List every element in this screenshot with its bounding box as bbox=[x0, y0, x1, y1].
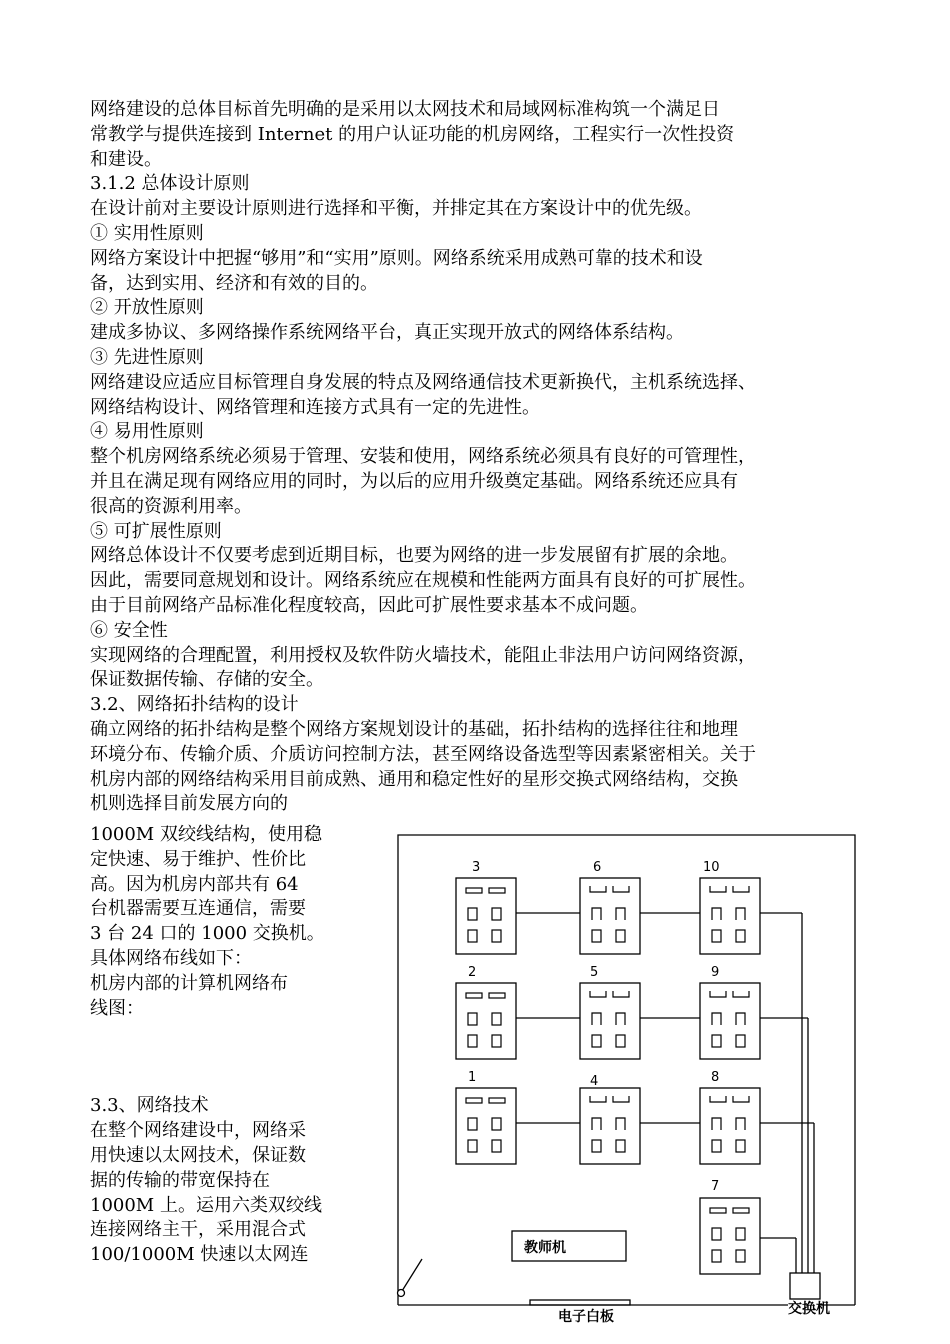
text-line: 机则选择目前发展方向的 bbox=[90, 793, 288, 815]
text-line: 在设计前对主要设计原则进行选择和平衡，并排定其在方案设计中的优先级。 bbox=[90, 198, 702, 220]
text-line: 环境分布、传输介质、介质访问控制方法，甚至网络设备选型等因素紧密相关。关于 bbox=[90, 743, 756, 765]
text-line: 和建设。 bbox=[90, 148, 162, 170]
pc-symbol bbox=[736, 1013, 745, 1025]
monitor-symbol bbox=[710, 886, 726, 892]
text-line: 网络总体设计不仅要考虑到近期目标，也要为网络的进一步发展留有扩展的余地。 bbox=[90, 545, 738, 567]
text-line: 100/1000M 快速以太网连 bbox=[90, 1244, 309, 1266]
pc-symbol bbox=[616, 1118, 625, 1130]
computer-group-box bbox=[456, 878, 516, 954]
pc-symbol bbox=[492, 908, 501, 920]
principle-heading: ③ 先进性原则 bbox=[90, 346, 204, 368]
pc-symbol bbox=[712, 1013, 721, 1025]
pc-symbol bbox=[468, 1140, 477, 1152]
pc-symbol bbox=[592, 930, 601, 942]
section-heading: 3.2、网络拓扑结构的设计 bbox=[90, 694, 299, 716]
network-wiring-diagram bbox=[390, 833, 860, 1344]
pc-symbol bbox=[592, 1118, 601, 1130]
group-label-2: 2 bbox=[468, 965, 477, 980]
group-label-6: 6 bbox=[593, 860, 602, 875]
pc-symbol bbox=[492, 1140, 501, 1152]
text-line: 定快速、易于维护、性价比 bbox=[90, 848, 306, 870]
text-line: 网络建设应适应目标管理自身发展的特点及网络通信技术更新换代，主机系统选择、 bbox=[90, 371, 756, 393]
text-line: 机房内部的网络结构采用目前成熟、通用和稳定性好的星形交换式网络结构，交换 bbox=[90, 768, 738, 790]
whiteboard-bar bbox=[530, 1300, 630, 1305]
pc-symbol bbox=[712, 908, 721, 920]
text-line: 连接网络主干，采用混合式 bbox=[90, 1219, 306, 1241]
wiring-diagram-svg bbox=[390, 833, 860, 1344]
computer-group-box bbox=[700, 878, 760, 954]
text-line: 线图： bbox=[90, 997, 144, 1019]
text-line: 用快速以太网技术，保证数 bbox=[90, 1144, 306, 1166]
text-line: 建成多协议、多网络操作系统网络平台，真正实现开放式的网络体系结构。 bbox=[90, 322, 684, 344]
text-line: 很高的资源利用率。 bbox=[90, 495, 252, 517]
pc-symbol bbox=[736, 908, 745, 920]
pc-symbol bbox=[492, 930, 501, 942]
text-line: 备，达到实用、经济和有效的目的。 bbox=[90, 272, 378, 294]
pc-symbol bbox=[712, 930, 721, 942]
text-line: 台机器需要互连通信，需要 bbox=[90, 898, 306, 920]
computer-group-box bbox=[700, 1088, 760, 1164]
group-label-5: 5 bbox=[590, 965, 599, 980]
text-line: 1000M 上。运用六类双绞线 bbox=[90, 1194, 322, 1216]
door-leaf bbox=[402, 1259, 422, 1291]
pc-symbol bbox=[736, 1228, 745, 1240]
principle-heading: ② 开放性原则 bbox=[90, 297, 204, 319]
pc-symbol bbox=[468, 1118, 477, 1130]
whiteboard-label: 电子白板 bbox=[558, 1309, 614, 1325]
group-label-3: 3 bbox=[472, 860, 481, 875]
group-label-4: 4 bbox=[590, 1074, 599, 1089]
pc-symbol bbox=[616, 930, 625, 942]
monitor-symbol bbox=[466, 888, 482, 893]
group-label-9: 9 bbox=[711, 965, 720, 980]
pc-symbol bbox=[468, 1035, 477, 1047]
monitor-symbol bbox=[466, 993, 482, 998]
pc-symbol bbox=[712, 1140, 721, 1152]
computer-group-box bbox=[580, 878, 640, 954]
monitor-symbol bbox=[613, 991, 629, 997]
pc-symbol bbox=[712, 1035, 721, 1047]
text-line: 网络结构设计、网络管理和连接方式具有一定的先进性。 bbox=[90, 396, 540, 418]
monitor-symbol bbox=[489, 1098, 505, 1103]
text-line: 整个机房网络系统必须易于管理、安装和使用，网络系统必须具有良好的可管理性， bbox=[90, 446, 756, 468]
text-line: 由于目前网络产品标准化程度较高，因此可扩展性要求基本不成问题。 bbox=[90, 594, 648, 616]
pc-symbol bbox=[736, 930, 745, 942]
monitor-symbol bbox=[489, 888, 505, 893]
monitor-symbol bbox=[733, 886, 749, 892]
pc-symbol bbox=[492, 1013, 501, 1025]
monitor-symbol bbox=[710, 1208, 726, 1213]
pc-symbol bbox=[592, 908, 601, 920]
text-line: 具体网络布线如下： bbox=[90, 947, 252, 969]
pc-symbol bbox=[492, 1035, 501, 1047]
principle-heading: ⑤ 可扩展性原则 bbox=[90, 520, 222, 542]
text-line: 实现网络的合理配置，利用授权及软件防火墙技术，能阻止非法用户访问网络资源， bbox=[90, 644, 756, 666]
text-line: 1000M 双绞线结构，使用稳 bbox=[90, 824, 322, 845]
text-line: 在整个网络建设中，网络采 bbox=[90, 1120, 306, 1142]
pc-symbol bbox=[468, 1013, 477, 1025]
group-label-7: 7 bbox=[711, 1179, 720, 1194]
monitor-symbol bbox=[710, 991, 726, 997]
monitor-symbol bbox=[613, 886, 629, 892]
computer-group-box bbox=[580, 1088, 640, 1164]
computer-group-box bbox=[456, 1088, 516, 1164]
monitor-symbol bbox=[613, 1096, 629, 1102]
text-line: 因此，需要同意规划和设计。网络系统应在规模和性能两方面具有良好的可扩展性。 bbox=[90, 570, 756, 592]
switch-box bbox=[790, 1273, 820, 1299]
text-line: 网络建设的总体目标首先明确的是采用以太网技术和局域网标准构筑一个满足日 bbox=[90, 99, 720, 120]
principle-heading: ① 实用性原则 bbox=[90, 222, 204, 244]
text-line: 网络方案设计中把握“够用”和“实用”原则。网络系统采用成熟可靠的技术和设 bbox=[90, 247, 703, 269]
computer-group-box bbox=[456, 983, 516, 1059]
pc-symbol bbox=[468, 908, 477, 920]
pc-symbol bbox=[616, 1013, 625, 1025]
pc-symbol bbox=[592, 1035, 601, 1047]
pc-symbol bbox=[736, 1118, 745, 1130]
group-label-10: 10 bbox=[703, 860, 720, 875]
text-line: 3 台 24 口的 1000 交换机。 bbox=[90, 923, 325, 945]
door-hinge bbox=[398, 1290, 405, 1297]
spacer bbox=[90, 1021, 365, 1094]
computer-group-box bbox=[580, 983, 640, 1059]
text-line: 确立网络的拓扑结构是整个网络方案规划设计的基础，拓扑结构的选择往往和地理 bbox=[90, 718, 738, 740]
diagram-labels bbox=[468, 860, 830, 1325]
text-line: 机房内部的计算机网络布 bbox=[90, 972, 288, 994]
diagram-lines bbox=[398, 835, 856, 1305]
monitor-symbol bbox=[733, 1208, 749, 1213]
computer-symbols bbox=[466, 886, 749, 1262]
pc-symbol bbox=[492, 1118, 501, 1130]
group-label-8: 8 bbox=[711, 1070, 720, 1085]
section-heading: 3.1.2 总体设计原则 bbox=[90, 173, 250, 195]
monitor-symbol bbox=[590, 886, 606, 892]
pc-symbol bbox=[712, 1228, 721, 1240]
monitor-symbol bbox=[710, 1096, 726, 1102]
monitor-symbol bbox=[466, 1098, 482, 1103]
text-line: 高。因为机房内部共有 64 bbox=[90, 873, 299, 895]
pc-symbol bbox=[712, 1118, 721, 1130]
computer-group-box bbox=[700, 983, 760, 1059]
side-text bbox=[90, 823, 365, 1268]
text-line: 保证数据传输、存储的安全。 bbox=[90, 669, 324, 691]
teacher-machine-label: 教师机 bbox=[524, 1240, 566, 1256]
computer-group-box bbox=[700, 1198, 760, 1274]
monitor-symbol bbox=[489, 993, 505, 998]
text-line: 并且在满足现有网络应用的同时，为以后的应用升级奠定基础。网络系统还应具有 bbox=[90, 470, 738, 492]
monitor-symbol bbox=[590, 991, 606, 997]
monitor-symbol bbox=[733, 1096, 749, 1102]
switch-label: 交换机 bbox=[788, 1301, 830, 1317]
pc-symbol bbox=[616, 1140, 625, 1152]
text-line: 常教学与提供连接到 Internet 的用户认证功能的机房网络，工程实行一次性投资 bbox=[90, 123, 735, 145]
monitor-symbol bbox=[733, 991, 749, 997]
text-line: 据的传输的带宽保持在 bbox=[90, 1169, 270, 1191]
pc-symbol bbox=[736, 1140, 745, 1152]
pc-symbol bbox=[616, 1035, 625, 1047]
body-text bbox=[90, 98, 880, 817]
section-heading: 3.3、网络技术 bbox=[90, 1095, 209, 1117]
pc-symbol bbox=[592, 1140, 601, 1152]
pc-symbol bbox=[616, 908, 625, 920]
group-label-1: 1 bbox=[468, 1070, 477, 1085]
pc-symbol bbox=[592, 1013, 601, 1025]
pc-symbol bbox=[468, 930, 477, 942]
principle-heading: ④ 易用性原则 bbox=[90, 421, 204, 443]
pc-symbol bbox=[712, 1250, 721, 1262]
pc-symbol bbox=[736, 1035, 745, 1047]
monitor-symbol bbox=[590, 1096, 606, 1102]
pc-symbol bbox=[736, 1250, 745, 1262]
principle-heading: ⑥ 安全性 bbox=[90, 619, 168, 641]
